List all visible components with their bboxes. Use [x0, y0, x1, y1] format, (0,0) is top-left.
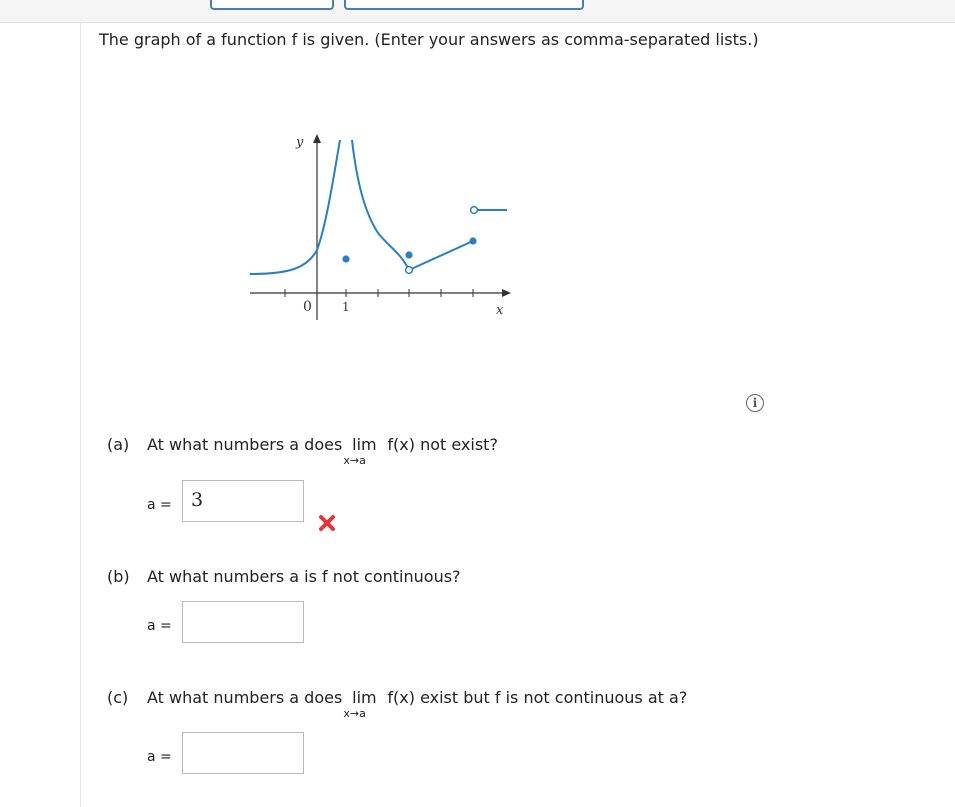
- part-c-limit: [343, 688, 381, 720]
- open-point-at-3: [406, 267, 413, 274]
- part-b-question: [107, 567, 461, 586]
- part-c-lim-sub: x→a: [343, 707, 366, 720]
- problem-instructions: The graph of a function f is given. (Enter your answers as comma-separated lists.): [99, 30, 759, 49]
- tick-label-one: 1: [342, 300, 350, 314]
- left-divider: [80, 23, 81, 807]
- filled-point-above-3: [405, 251, 412, 258]
- part-a-answer-label: a =: [147, 497, 172, 513]
- incorrect-x-icon: [318, 514, 336, 532]
- part-c-answer-input[interactable]: [182, 732, 304, 774]
- y-axis-arrow-icon: [313, 134, 321, 143]
- part-b-letter: (b): [107, 567, 130, 586]
- part-c-text-before: At what numbers a does: [147, 688, 343, 707]
- part-a-letter: (a): [107, 435, 130, 454]
- part-a-text-after: f(x) not exist?: [387, 435, 498, 454]
- part-a-limit: [343, 435, 381, 467]
- part-c-lim-word: lim: [352, 688, 377, 707]
- toolbar-button-left[interactable]: [210, 0, 334, 10]
- part-a-lim-sub: x→a: [343, 454, 366, 467]
- part-c-text-after: f(x) exist but f is not continuous at a?: [387, 688, 688, 707]
- part-c-answer-label: a =: [147, 749, 172, 765]
- part-a-answer-input[interactable]: 3: [182, 480, 304, 522]
- part-c-letter: (c): [107, 688, 129, 707]
- toolbar-button-right[interactable]: [344, 0, 584, 10]
- x-axis-arrow-icon: [502, 289, 511, 297]
- line-segment: [409, 241, 473, 270]
- filled-point-at-5: [469, 237, 476, 244]
- open-point-at-5: [471, 207, 478, 214]
- x-axis-label: x: [496, 303, 504, 318]
- part-a-lim-word: lim: [352, 435, 377, 454]
- top-toolbar: [0, 0, 955, 23]
- part-b-answer-label: a =: [147, 618, 172, 634]
- part-a-question: [107, 435, 498, 467]
- info-icon[interactable]: i: [746, 394, 764, 412]
- function-graph: [245, 128, 520, 320]
- filled-point-at-1: [342, 255, 349, 262]
- curve-left-branch: [250, 140, 340, 274]
- part-b-text: At what numbers a is f not continuous?: [147, 567, 461, 586]
- y-axis-label: y: [296, 135, 304, 150]
- curve-middle-branch: [352, 140, 409, 270]
- part-b-answer-input[interactable]: [182, 601, 304, 643]
- tick-label-zero: 0: [303, 299, 312, 315]
- part-c-question: [107, 688, 688, 720]
- part-a-text-before: At what numbers a does: [147, 435, 343, 454]
